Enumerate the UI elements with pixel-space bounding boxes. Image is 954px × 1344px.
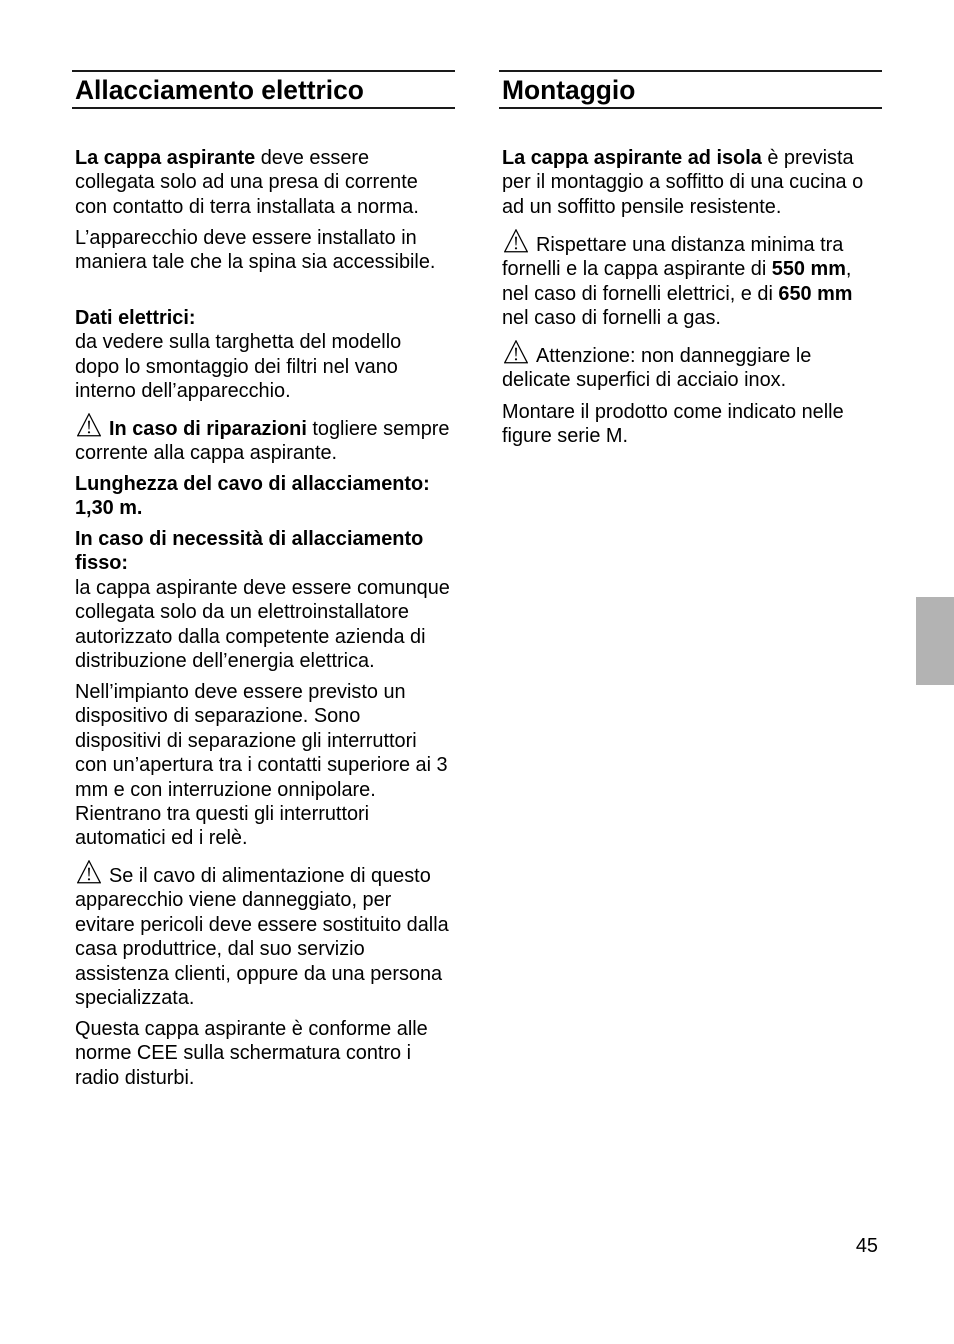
section-heading-bar — [72, 70, 455, 109]
body-text: deve essere — [255, 147, 370, 169]
text-line: autorizzato dalla competente azienda di — [75, 625, 426, 648]
text-line: automatici ed i relè. — [75, 827, 248, 850]
warning-triangle-icon-graphic — [77, 413, 101, 437]
text-line: L’apparecchio deve essere installato in — [75, 227, 417, 249]
warning-triangle-icon — [502, 352, 536, 362]
bold-text-line: Lunghezza del cavo di allacciamento: — [75, 473, 430, 495]
text-line: evitare pericoli deve essere sostituito dalla — [75, 913, 449, 936]
text-line — [502, 233, 852, 257]
text-line: norme CEE sulla schermatura contro i — [75, 1042, 412, 1065]
paragraph-disconnect-device — [75, 680, 448, 851]
warning-repairs — [75, 417, 449, 466]
paragraph-cable-length — [75, 472, 430, 521]
text-line: Nell’impianto deve essere previsto un — [75, 681, 406, 703]
section-heading: Montaggio — [502, 75, 636, 106]
text-line: dispositivo di separazione. Sono — [75, 705, 361, 728]
section-heading-bar — [499, 70, 882, 109]
paragraph-fixed-connection — [75, 527, 450, 673]
subheading-line: In caso di necessità di allacciamento — [75, 528, 424, 550]
text-line: assistenza clienti, oppure da una persona — [75, 962, 443, 985]
bold-lead-text: La cappa aspirante ad isola — [502, 147, 762, 169]
thumb-index-tab — [916, 597, 954, 685]
text-line: la cappa aspirante deve essere comunque — [75, 576, 450, 599]
body-text: fornelli e la cappa aspirante di — [502, 258, 772, 281]
subheading-line: fisso: — [75, 552, 129, 575]
text-line: nel caso di fornelli a gas. — [502, 307, 721, 330]
text-line — [502, 282, 852, 306]
text-line: per il montaggio a soffitto di una cucina o — [502, 171, 864, 194]
text-line: dispositivi di separazione gli interruttori — [75, 729, 417, 752]
text-line — [502, 344, 811, 368]
body-text: Rispettare una distanza minima tra — [536, 234, 844, 256]
body-text: Attenzione: non danneggiare le — [536, 345, 812, 367]
distance-gas-value: 650 mm — [778, 282, 853, 305]
text-line: con contatto di terra installata a norma. — [75, 195, 419, 218]
text-line: Montare il prodotto come indicato nelle — [502, 401, 844, 423]
warning-triangle-icon-graphic — [77, 860, 101, 884]
paragraph-island-hood — [502, 146, 863, 219]
bold-lead-text: In caso di riparazioni — [109, 418, 307, 440]
text-line: Questa cappa aspirante è conforme alle — [75, 1018, 428, 1040]
warning-power-cable — [75, 864, 449, 1010]
text-line: figure serie M. — [502, 425, 629, 448]
text-line: con un’apertura tra i contatti superiore ai 3 — [75, 754, 448, 777]
paragraph-emc-compliance — [75, 1017, 428, 1090]
body-text: togliere sempre — [306, 418, 450, 440]
text-line: radio disturbi. — [75, 1066, 195, 1089]
text-line: specializzata. — [75, 986, 195, 1009]
text-line: ad un soffitto pensile resistente. — [502, 195, 782, 218]
column-mounting — [499, 0, 882, 1100]
subheading-line: Dati elettrici: — [75, 307, 196, 329]
paragraph-plug-access — [75, 226, 435, 275]
text-line: Rientrano tra questi gli interruttori — [75, 802, 370, 825]
text-line — [502, 257, 852, 281]
text-line: corrente alla cappa aspirante. — [75, 442, 338, 465]
warning-minimum-distance — [502, 233, 852, 331]
text-line — [75, 417, 449, 441]
warning-triangle-icon — [75, 872, 109, 882]
paragraph-grounded-outlet — [75, 146, 419, 219]
text-line: interno dell’apparecchio. — [75, 380, 291, 403]
text-line: dopo lo smontaggio dei filtri nel vano — [75, 355, 398, 378]
text-line — [502, 146, 863, 170]
text-line — [75, 146, 419, 170]
text-line: mm e con interruzione onnipolare. — [75, 778, 376, 801]
section-heading: Allacciamento elettrico — [75, 75, 364, 106]
paragraph-mounting-figures — [502, 400, 844, 449]
text-line: collegata solo da un elettroinstallatore — [75, 601, 409, 624]
warning-triangle-icon — [75, 425, 109, 435]
bold-lead-text: La cappa aspirante — [75, 147, 256, 169]
body-text: Se il cavo di alimentazione di questo — [109, 865, 431, 887]
text-line: maniera tale che la spina sia accessibile. — [75, 251, 436, 274]
page-number: 45 — [855, 1235, 878, 1257]
text-line — [75, 864, 449, 888]
column-electrical-connection — [72, 0, 455, 1100]
body-text: nel caso di fornelli elettrici, e di — [502, 282, 779, 305]
paragraph-electrical-data — [75, 306, 401, 404]
warning-triangle-icon-graphic — [504, 229, 528, 253]
body-text: è prevista — [761, 147, 854, 169]
bold-text-line: 1,30 m. — [75, 497, 143, 520]
text-line: casa produttrice, dal suo servizio — [75, 938, 365, 961]
warning-triangle-icon-graphic — [504, 340, 528, 364]
warning-triangle-icon — [502, 241, 536, 251]
distance-electric-value: 550 mm — [771, 258, 846, 281]
warning-stainless-surfaces — [502, 344, 811, 393]
text-line: da vedere sulla targhetta del modello — [75, 331, 402, 354]
body-text: , — [845, 258, 852, 281]
text-line: apparecchio viene danneggiato, per — [75, 889, 392, 912]
text-line: collegata solo ad una presa di corrente — [75, 171, 418, 194]
text-line: delicate superfici di acciaio inox. — [502, 369, 787, 392]
text-line: distribuzione dell’energia elettrica. — [75, 649, 375, 672]
